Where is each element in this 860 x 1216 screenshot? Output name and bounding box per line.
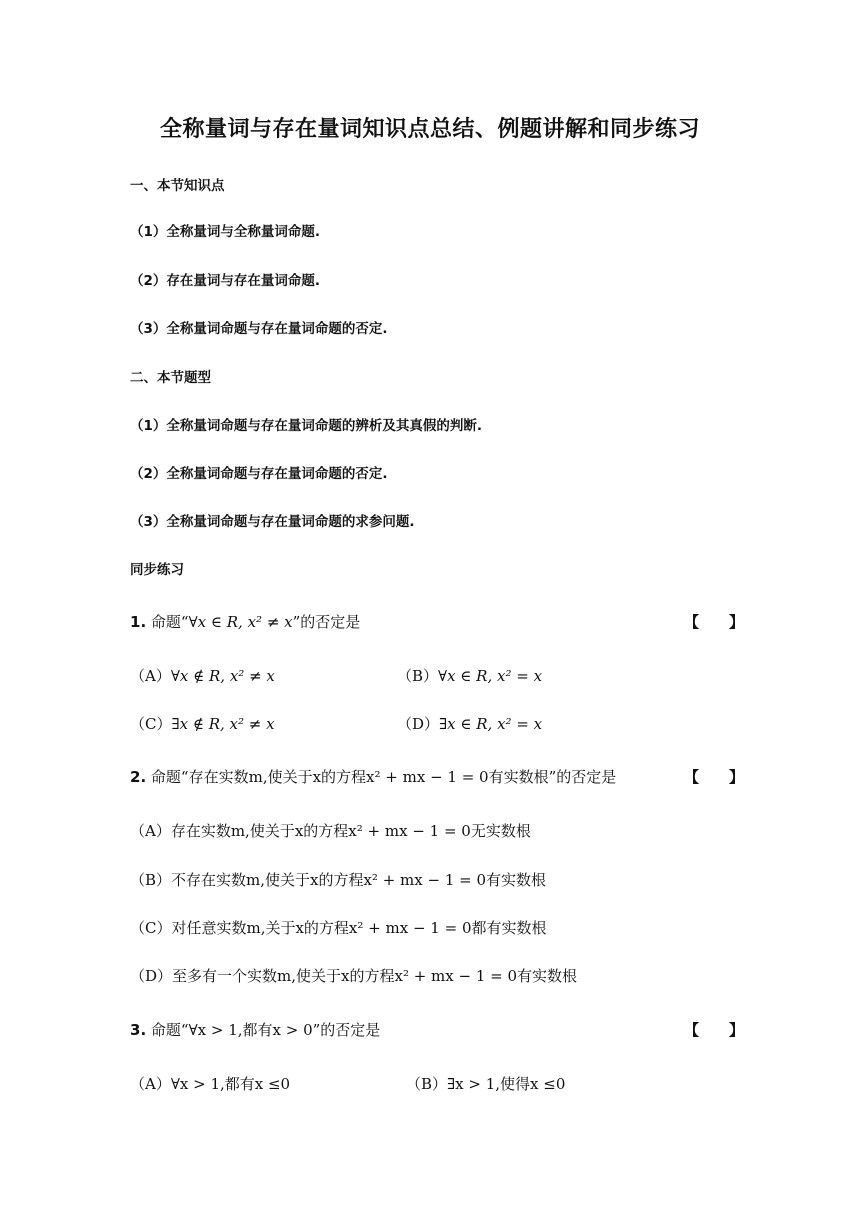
question-2: 2. 命题“存在实数m,使关于x的方程x² + mx − 1 = 0有实数根”的否定是 — [130, 768, 617, 786]
question-1-tail: ”的否定是 — [292, 613, 361, 631]
q1-option-c: （C）∃x ∉ R, x² ≠ x — [130, 715, 275, 733]
question-1-math: ∀x ∈ R, x² ≠ x — [188, 613, 293, 631]
q2-option-b: （B）不存在实数m,使关于x的方程x² + mx − 1 = 0有实数根 — [130, 871, 547, 889]
question-number: 3 — [130, 1021, 141, 1039]
question-type-item-3: （3）全称量词命题与存在量词命题的求参问题. — [130, 514, 415, 530]
question-number: 2 — [130, 768, 141, 786]
knowledge-item-1: （1）全称量词与全称量词命题. — [130, 224, 321, 240]
q3-option-a: （A）∀x > 1,都有x ≤0 — [130, 1075, 291, 1093]
q2-option-a: （A）存在实数m,使关于x的方程x² + mx − 1 = 0无实数根 — [130, 822, 531, 840]
question-type-item-2: （2）全称量词命题与存在量词命题的否定. — [130, 466, 388, 482]
section-heading-question-types: 二、本节题型 — [130, 370, 211, 386]
answer-bracket-2: 【 】 — [684, 768, 745, 786]
q1-option-b: （B）∀x ∈ R, x² = x — [397, 667, 543, 685]
q1-option-a: （A）∀x ∉ R, x² ≠ x — [130, 667, 275, 685]
practice-heading: 同步练习 — [130, 562, 184, 578]
question-1-lead: 命题“ — [150, 613, 189, 631]
question-1: 1. 命题“∀x ∈ R, x² ≠ x”的否定是 — [130, 613, 361, 631]
q2-option-d: （D）至多有一个实数m,使关于x的方程x² + mx − 1 = 0有实数根 — [130, 967, 578, 985]
answer-bracket-3: 【 】 — [684, 1021, 745, 1039]
q3-option-b: （B）∃x > 1,使得x ≤0 — [406, 1075, 566, 1093]
knowledge-item-2: （2）存在量词与存在量词命题. — [130, 273, 321, 289]
page-title: 全称量词与存在量词知识点总结、例题讲解和同步练习 — [159, 117, 700, 142]
answer-bracket-1: 【 】 — [684, 613, 745, 631]
knowledge-item-3: （3）全称量词命题与存在量词命题的否定. — [130, 321, 388, 337]
question-type-item-1: （1）全称量词命题与存在量词命题的辨析及其真假的判断. — [130, 418, 483, 434]
q1-option-d: （D）∃x ∈ R, x² = x — [397, 715, 543, 733]
question-3-stem: 命题“∀x > 1,都有x > 0”的否定是 — [150, 1021, 381, 1039]
question-3: 3. 命题“∀x > 1,都有x > 0”的否定是 — [130, 1021, 381, 1039]
section-heading-knowledge: 一、本节知识点 — [130, 178, 225, 194]
q2-option-c: （C）对任意实数m,关于x的方程x² + mx − 1 = 0都有实数根 — [130, 919, 547, 937]
question-2-stem: 命题“存在实数m,使关于x的方程x² + mx − 1 = 0有实数根”的否定是 — [150, 768, 617, 786]
question-number: 1 — [130, 613, 141, 631]
